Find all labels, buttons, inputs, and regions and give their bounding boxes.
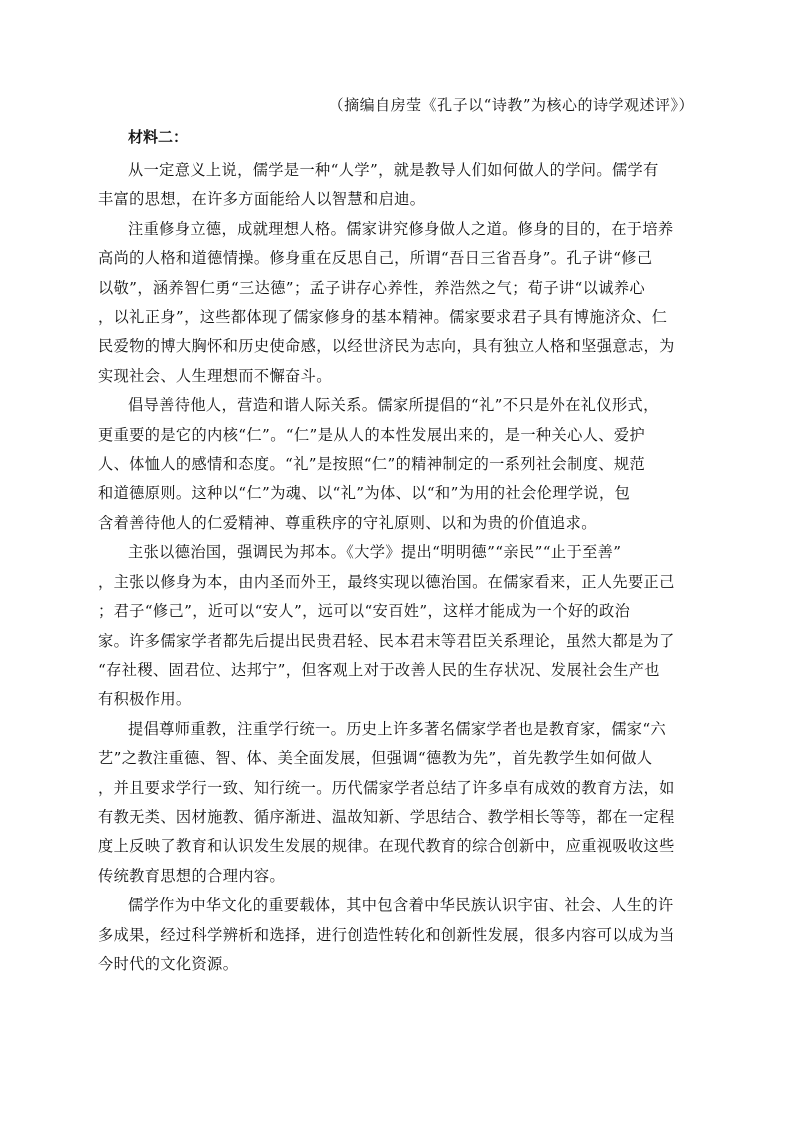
paragraph xyxy=(98,215,690,391)
paragraph-line: 今时代的文化资源。 xyxy=(98,954,239,973)
paragraph-line: ，以礼正身”，这些都体现了儒家修身的基本精神。儒家要求君子具有博施济众、仁 xyxy=(98,308,668,327)
paragraph-line: 更重要的是它的内核“仁”。“仁”是从人的本性发展出来的，是一种关心人、爱护 xyxy=(98,425,646,444)
paragraph xyxy=(98,538,690,714)
paragraph-line: ，并且要求学行一致、知行统一。历代儒家学者总结了许多卓有成效的教育方法，如 xyxy=(98,778,675,797)
paragraph-line: 提倡尊师重教，注重学行统一。历史上许多著名儒家学者也是教育家，儒家“六 xyxy=(128,719,667,738)
paragraph xyxy=(98,391,690,538)
source-citation: （摘编自房莹《孔子以“诗教”为核心的诗学观述评》） xyxy=(328,96,694,114)
paragraph-line: ；君子“修己”，近可以“安人”，远可以“安百姓”，这样才能成为一个好的政治 xyxy=(98,602,631,621)
paragraph-line: 实现社会、人生理想而不懈奋斗。 xyxy=(98,366,332,385)
paragraph-line: 儒学作为中华文化的重要载体，其中包含着中华民族认识宇宙、社会、人生的许 xyxy=(128,896,674,915)
paragraph-line: ，主张以修身为本，由内圣而外王，最终实现以德治国。在儒家看来，正人先要正己 xyxy=(98,572,675,591)
paragraph-line: 有教无类、因材施教、循序渐进、温故知新、学思结合、教学相长等等，都在一定程 xyxy=(98,807,675,826)
paragraph-line: 以敬”，涵养智仁勇“三达德”；孟子讲存心养性，养浩然之气；荀子讲“以诚养心 xyxy=(98,278,646,297)
paragraph-line: 度上反映了教育和认识发生发展的规律。在现代教育的综合创新中，应重视吸收这些 xyxy=(98,837,675,856)
paragraph-line: 民爱物的博大胸怀和历史使命感，以经世济民为志向，具有独立人格和坚强意志，为 xyxy=(98,337,675,356)
paragraph-line: 有积极作用。 xyxy=(98,690,192,709)
paragraph-line: 丰富的思想，在许多方面能给人以智慧和启迪。 xyxy=(98,190,426,209)
paragraph-line: 传统教育思想的合理内容。 xyxy=(98,866,286,885)
paragraph xyxy=(98,156,690,215)
paragraph-line: 主张以德治国，强调民为邦本。《大学》提出“明明德”“亲民”“止于至善” xyxy=(128,543,622,562)
paragraph-line: “存社稷、固君位、达邦宁”，但客观上对于改善人民的生存状况、发展社会生产也 xyxy=(98,660,660,679)
paragraph-line: 从一定意义上说，儒学是一种“人学”，就是教导人们如何做人的学问。儒学有 xyxy=(128,161,659,179)
paragraph-line: 含着善待他人的仁爱精神、尊重秩序的守礼原则、以和为贵的价值追求。 xyxy=(98,513,597,532)
paragraph-line: 艺”之教注重德、智、体、美全面发展，但强调“德教为先”，首先教学生如何做人 xyxy=(98,749,653,768)
paragraph-line: 家。许多儒家学者都先后提出民贵君轻、民本君末等君臣关系理论，虽然大都是为了 xyxy=(98,631,675,650)
paragraph-line: 多成果，经过科学辨析和选择，进行创造性转化和创新性发展，很多内容可以成为当 xyxy=(98,925,675,944)
paragraph xyxy=(98,891,690,979)
paragraph-line: 注重修身立德，成就理想人格。儒家讲究修身做人之道。修身的目的，在于培养 xyxy=(128,219,674,238)
paragraph-line: 高尚的人格和道德情操。修身重在反思自己，所谓“吾日三省吾身”。孔子讲“修己 xyxy=(98,249,653,268)
paragraph xyxy=(98,715,690,891)
paragraph-line: 倡导善待他人，营造和谐人际关系。儒家所提倡的“礼”不只是外在礼仪形式， xyxy=(128,396,659,415)
paragraph-line: 和道德原则。这种以“仁”为魂、以“礼”为体、以“和”为用的社会伦理学说，包 xyxy=(98,484,631,503)
paragraph-line: 人、体恤人的感情和态度。“礼”是按照“仁”的精神制定的一系列社会制度、规范 xyxy=(98,455,646,474)
section-heading: 材料二： xyxy=(128,128,189,146)
article-body xyxy=(98,156,690,979)
